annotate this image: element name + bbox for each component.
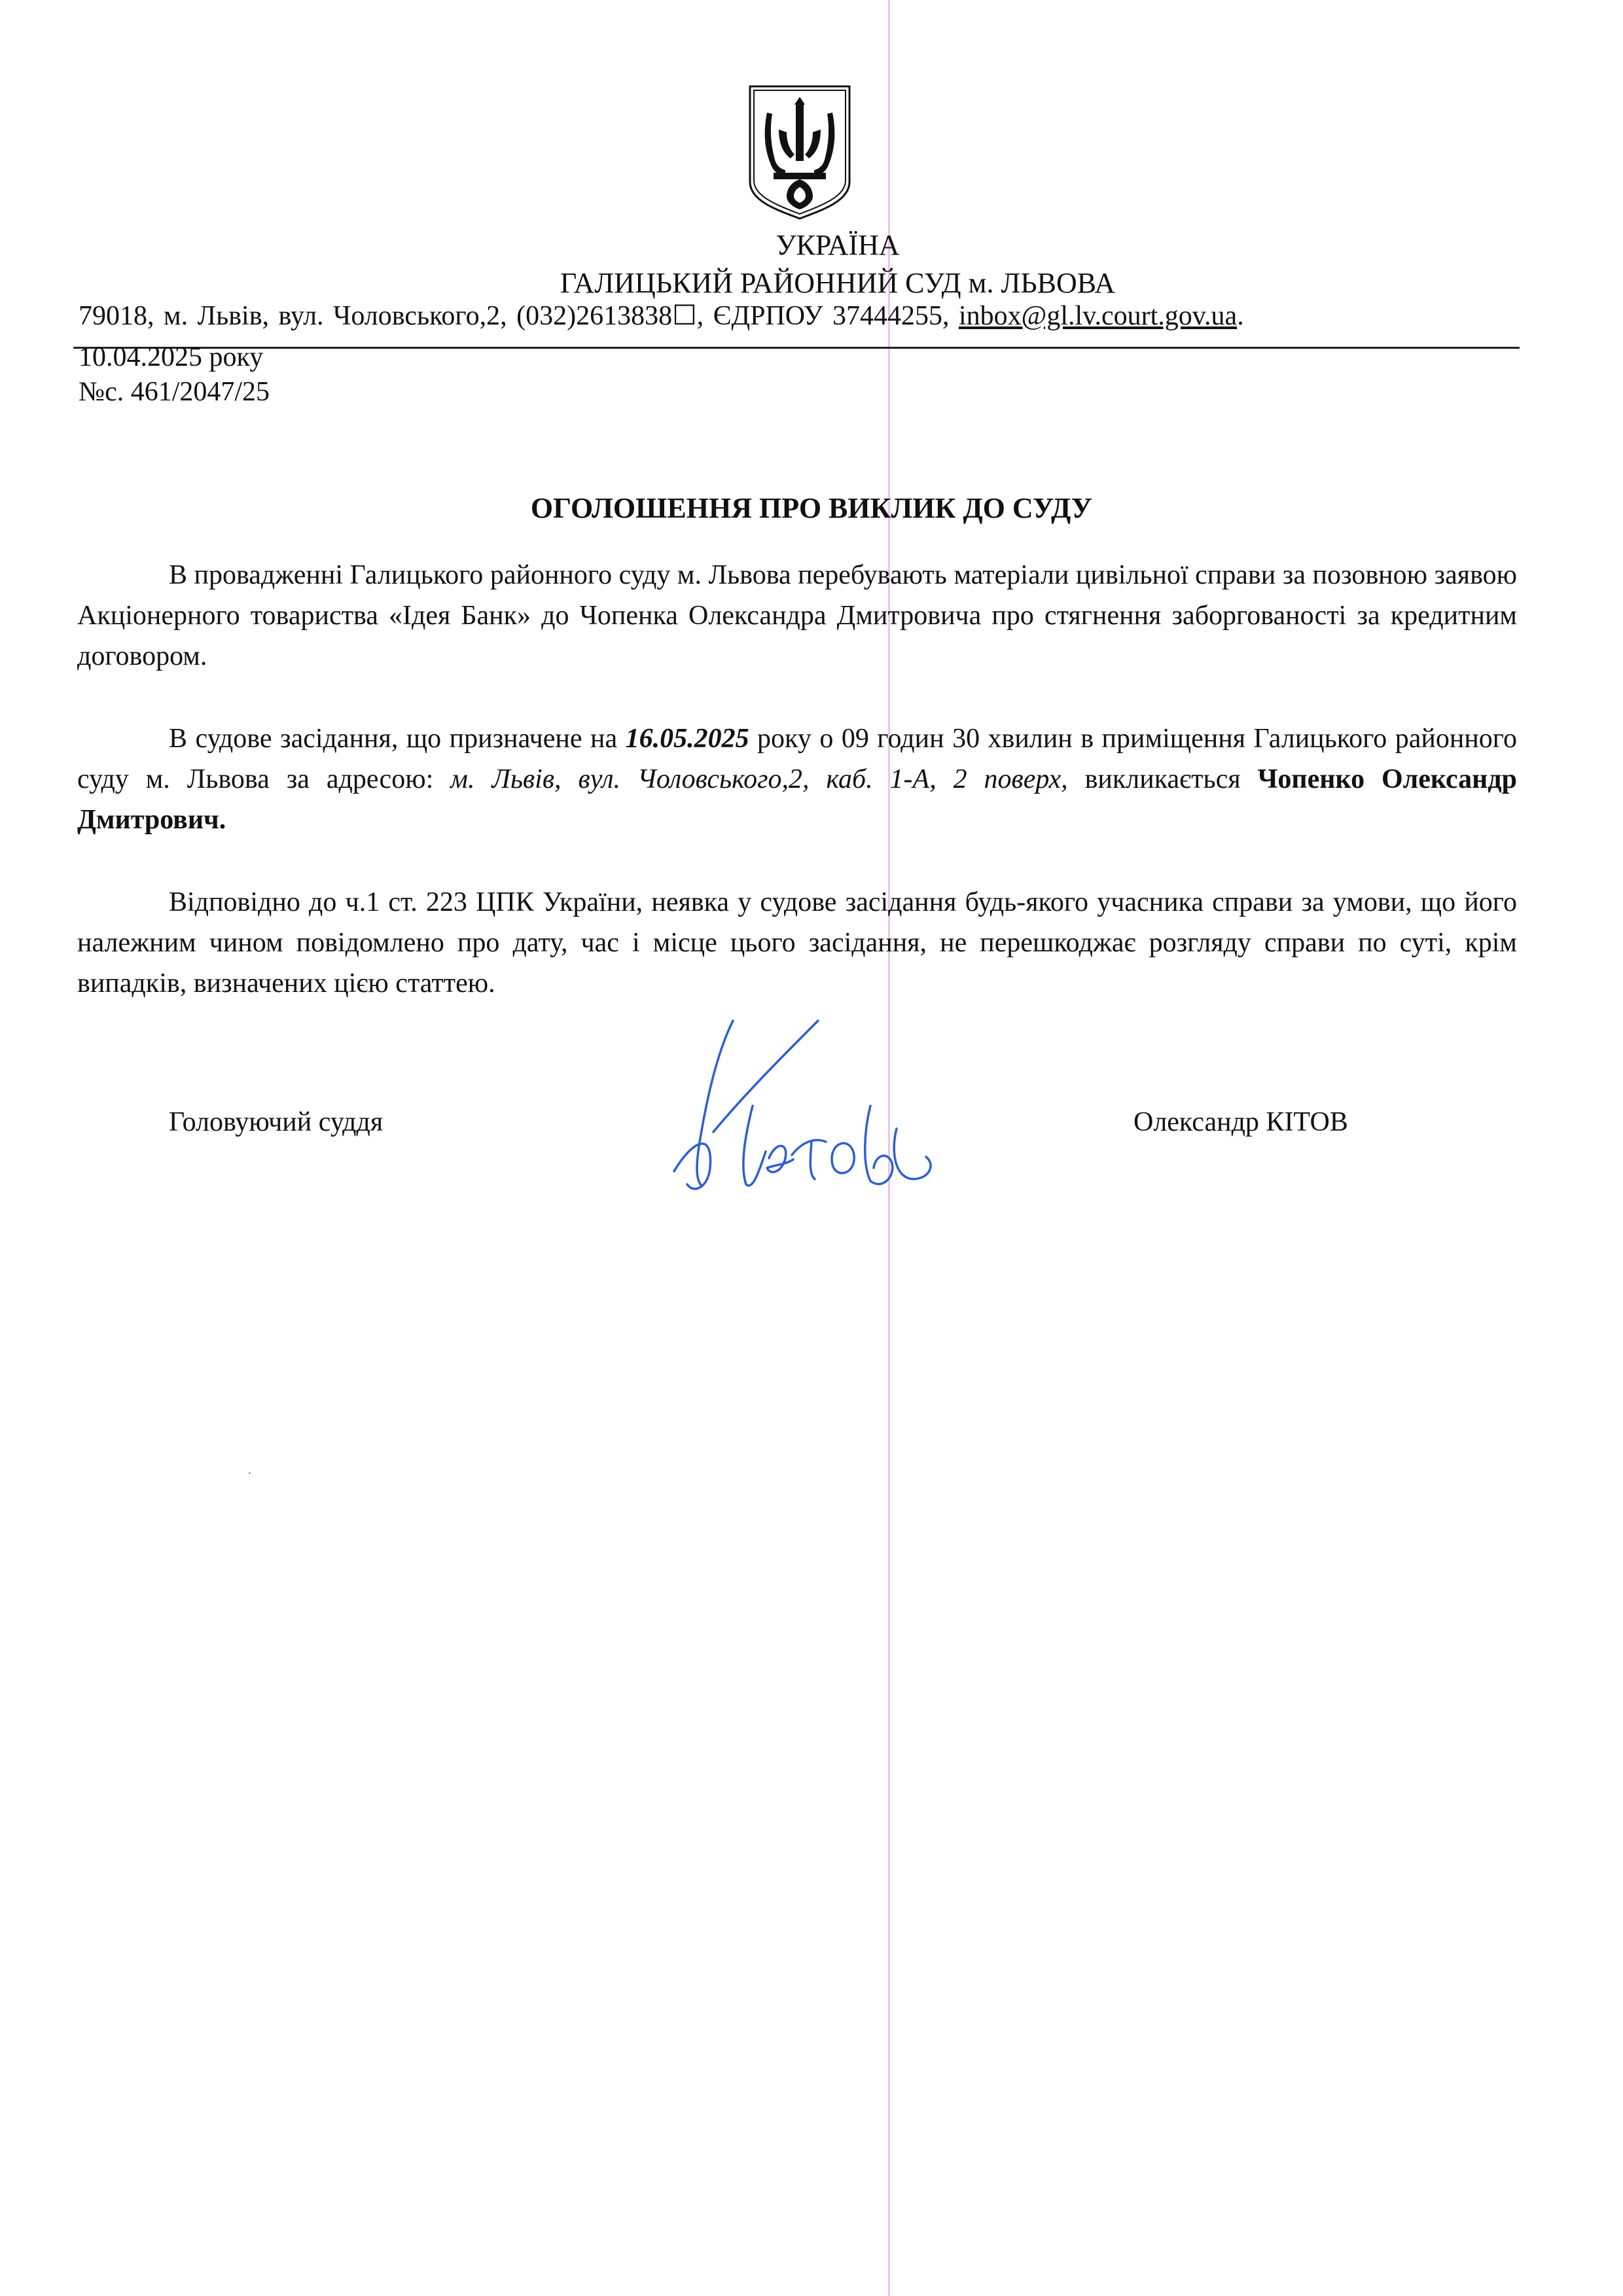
coat-of-arms-icon [747,84,852,221]
court-name: ГАЛИЦЬКИЙ РАЙОННИЙ СУД м. ЛЬВОВА [560,267,1116,299]
handwritten-signature [654,1008,969,1204]
country-title: УКРАЇНА [776,229,900,261]
court-contacts: 79018, м. Львів, вул. Чоловського,2, (032)2613838☐, ЄДРПОУ 37444255, inbox@gl.lv.court.gov.ua. [79,301,1244,331]
hearing-date: 16.05.2025 [625,724,749,754]
scan-speck [249,1472,251,1474]
summoned-person: Чопенко Олександр Дмитрович. [77,764,1517,835]
phone-icon: ☐ [672,301,697,331]
judge-name: Олександр КІТОВ [1133,1107,1348,1137]
notice-title: ОГОЛОШЕННЯ ПРО ВИКЛИК ДО СУДУ [530,492,1093,524]
edrpou: , ЄДРПОУ 37444255, [696,301,959,331]
hearing-address: м. Львів, вул. Чоловського,2, каб. 1-А, 2 поверх, [450,764,1068,794]
header-divider [73,347,1520,349]
paragraph-proceedings: В провадженні Галицького районного суду м. Львова перебувають матеріали цивільної справи за позовною заявою Акціонерного товариства «Ідея Банк» до Чопенка Олександра Дмитровича про стягнення заборгованості за кредитним договором. [77,560,1517,671]
paragraph-hearing: В судове засідання, що призначене на 16.05.2025 року о 09 годин 30 хвилин в приміщення Галицького районного суду м. Львова за адресою: м. Львів, вул. Чоловського,2, каб. 1-А, 2 поверх, викликається Чопенко Олександр Дмитрович. [77,724,1517,835]
document-date: 10.04.2025 року [79,342,264,372]
email-link[interactable]: inbox@gl.lv.court.gov.ua [959,301,1238,331]
judge-role: Головуючий суддя [169,1107,383,1137]
paragraph-legal-basis: Відповідно до ч.1 ст. 223 ЦПК України, неявка у судове засідання будь-якого учасника справи за умови, що його належним чином повідомлено про дату, час і місце цього засідання, не перешкоджає розгляду справи по суті, крім випадків, визначених цією статтею. [77,887,1517,998]
address-phone: 79018, м. Львів, вул. Чоловського,2, (032)2613838 [79,301,673,331]
case-number: №с. 461/2047/25 [79,377,270,407]
